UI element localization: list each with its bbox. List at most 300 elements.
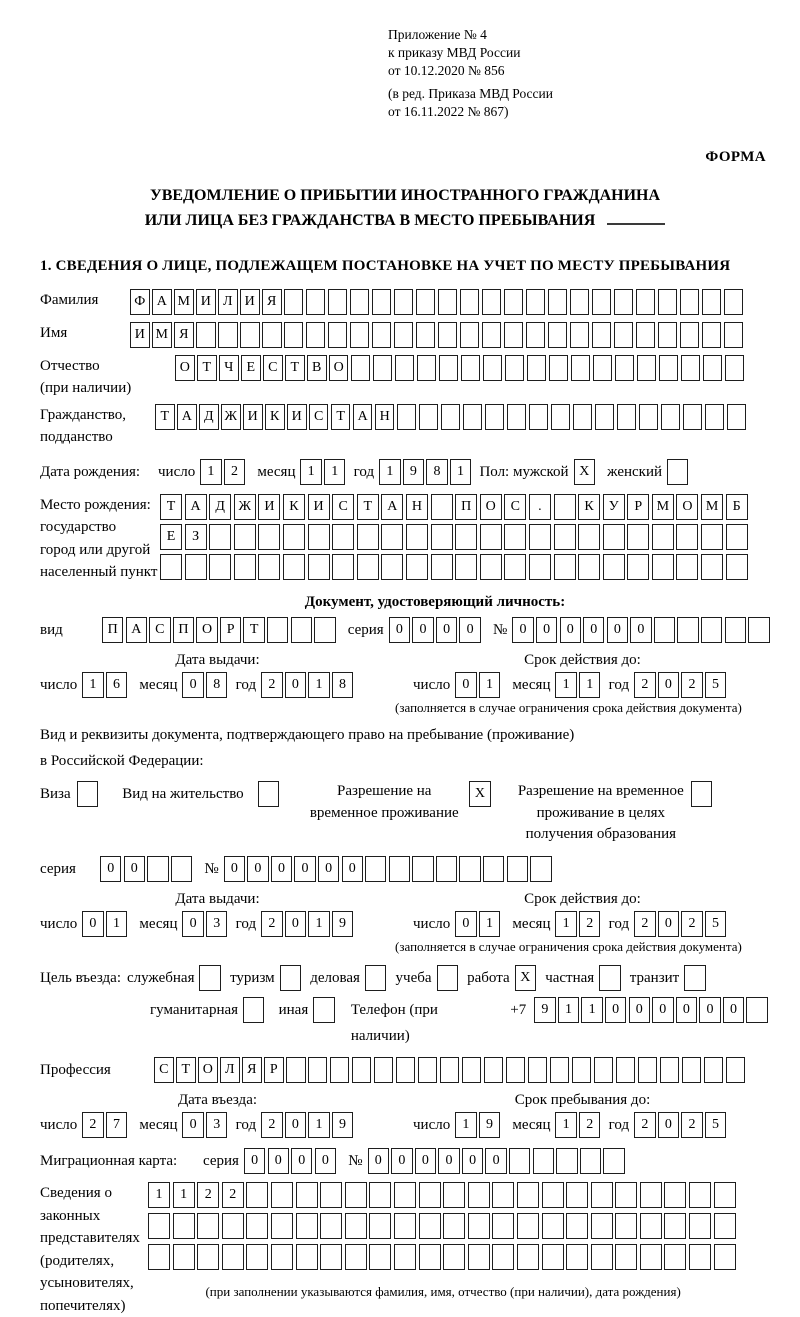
- patronymic-cell[interactable]: Ч: [219, 355, 239, 381]
- legal-reps-cell[interactable]: [197, 1244, 219, 1270]
- surname-cell[interactable]: [284, 289, 304, 315]
- citizenship-cell[interactable]: [705, 404, 725, 430]
- doc-number-cell[interactable]: 0: [536, 617, 557, 643]
- profession-cell[interactable]: [462, 1057, 482, 1083]
- birth-place-cell[interactable]: [578, 524, 600, 550]
- legal-reps-cell[interactable]: [664, 1244, 686, 1270]
- doc-number-cell[interactable]: 0: [560, 617, 581, 643]
- legal-reps-cell[interactable]: [714, 1244, 736, 1270]
- citizenship-cell[interactable]: [595, 404, 615, 430]
- legal-reps-cell[interactable]: [689, 1244, 711, 1270]
- name-cell[interactable]: [570, 322, 590, 348]
- checkbox-official[interactable]: [199, 965, 220, 991]
- legal-reps-cell[interactable]: [591, 1244, 613, 1270]
- surname-cell[interactable]: И: [196, 289, 216, 315]
- citizenship-cell[interactable]: [727, 404, 747, 430]
- surname-cell[interactable]: Л: [218, 289, 238, 315]
- entry-year-cell[interactable]: 0: [285, 1112, 306, 1138]
- migration-series-cell[interactable]: 0: [291, 1148, 312, 1174]
- birth-place-cell[interactable]: [504, 524, 526, 550]
- surname-cell[interactable]: [328, 289, 348, 315]
- doc-number-cell[interactable]: 0: [583, 617, 604, 643]
- stay-issue-year-cell[interactable]: 1: [308, 911, 329, 937]
- birth-place-cell[interactable]: [652, 524, 674, 550]
- profession-cell[interactable]: [660, 1057, 680, 1083]
- patronymic-cell[interactable]: [549, 355, 569, 381]
- legal-reps-cell[interactable]: [542, 1213, 564, 1239]
- surname-cell[interactable]: [504, 289, 524, 315]
- birth-place-cell[interactable]: [554, 554, 576, 580]
- name-cell[interactable]: [262, 322, 282, 348]
- birth-day-cell[interactable]: 1: [200, 459, 221, 485]
- surname-cell[interactable]: [460, 289, 480, 315]
- profession-cell[interactable]: [418, 1057, 438, 1083]
- legal-reps-cell[interactable]: [345, 1213, 367, 1239]
- checkbox-visa[interactable]: [77, 781, 98, 807]
- name-cell[interactable]: [218, 322, 238, 348]
- until-year-cell[interactable]: 5: [705, 1112, 726, 1138]
- birth-place-cell[interactable]: [332, 524, 354, 550]
- legal-reps-cell[interactable]: [615, 1244, 637, 1270]
- birth-place-cell[interactable]: [234, 524, 256, 550]
- surname-cell[interactable]: [350, 289, 370, 315]
- surname-cell[interactable]: [614, 289, 634, 315]
- checkbox-other[interactable]: [313, 997, 334, 1023]
- birth-place-cell[interactable]: [209, 554, 231, 580]
- surname-cell[interactable]: Я: [262, 289, 282, 315]
- legal-reps-cell[interactable]: [640, 1182, 662, 1208]
- name-cell[interactable]: [548, 322, 568, 348]
- migration-number-cell[interactable]: [603, 1148, 624, 1174]
- citizenship-cell[interactable]: [529, 404, 549, 430]
- birth-place-cell[interactable]: Е: [160, 524, 182, 550]
- stay-series-cell[interactable]: [147, 856, 168, 882]
- name-cell[interactable]: [482, 322, 502, 348]
- citizenship-cell[interactable]: [639, 404, 659, 430]
- legal-reps-cell[interactable]: [271, 1244, 293, 1270]
- checkbox-rvp[interactable]: X: [469, 781, 490, 807]
- migration-number-cell[interactable]: [580, 1148, 601, 1174]
- stay-expiry-day-cell[interactable]: 0: [455, 911, 476, 937]
- patronymic-cell[interactable]: [395, 355, 415, 381]
- birth-place-cell[interactable]: [627, 554, 649, 580]
- doc-number-cell[interactable]: [654, 617, 675, 643]
- legal-reps-cell[interactable]: [615, 1213, 637, 1239]
- name-cell[interactable]: [284, 322, 304, 348]
- birth-day-cell[interactable]: 2: [224, 459, 245, 485]
- stay-issue-day-cell[interactable]: 1: [106, 911, 127, 937]
- doc-type-cell[interactable]: [291, 617, 312, 643]
- legal-reps-cell[interactable]: [615, 1182, 637, 1208]
- profession-cell[interactable]: [572, 1057, 592, 1083]
- profession-cell[interactable]: [330, 1057, 350, 1083]
- birth-place-cell[interactable]: [209, 524, 231, 550]
- birth-place-cell[interactable]: [308, 524, 330, 550]
- birth-place-cell[interactable]: [283, 524, 305, 550]
- stay-number-cell[interactable]: 0: [224, 856, 245, 882]
- birth-year-cell[interactable]: 9: [403, 459, 424, 485]
- name-cell[interactable]: [460, 322, 480, 348]
- surname-cell[interactable]: [526, 289, 546, 315]
- name-cell[interactable]: [372, 322, 392, 348]
- birth-place-cell[interactable]: У: [603, 494, 625, 520]
- patronymic-cell[interactable]: Т: [197, 355, 217, 381]
- stay-number-cell[interactable]: 0: [318, 856, 339, 882]
- profession-cell[interactable]: [308, 1057, 328, 1083]
- phone-cell[interactable]: 0: [629, 997, 650, 1023]
- until-month-cell[interactable]: 1: [555, 1112, 576, 1138]
- legal-reps-cell[interactable]: [517, 1244, 539, 1270]
- birth-place-cell[interactable]: Р: [627, 494, 649, 520]
- legal-reps-cell[interactable]: [517, 1182, 539, 1208]
- birth-place-cell[interactable]: [406, 554, 428, 580]
- name-cell[interactable]: [306, 322, 326, 348]
- migration-number-cell[interactable]: 0: [462, 1148, 483, 1174]
- birth-place-cell[interactable]: [554, 494, 576, 520]
- profession-cell[interactable]: Я: [242, 1057, 262, 1083]
- checkbox-transit[interactable]: [684, 965, 705, 991]
- doc-issue-year-cell[interactable]: 2: [261, 672, 282, 698]
- patronymic-cell[interactable]: [659, 355, 679, 381]
- stay-number-cell[interactable]: [412, 856, 433, 882]
- migration-number-cell[interactable]: [556, 1148, 577, 1174]
- citizenship-cell[interactable]: Д: [199, 404, 219, 430]
- patronymic-cell[interactable]: [483, 355, 503, 381]
- citizenship-cell[interactable]: [507, 404, 527, 430]
- birth-place-cell[interactable]: Д: [209, 494, 231, 520]
- profession-cell[interactable]: [396, 1057, 416, 1083]
- name-cell[interactable]: [504, 322, 524, 348]
- stay-expiry-month-cell[interactable]: 2: [579, 911, 600, 937]
- surname-cell[interactable]: Ф: [130, 289, 150, 315]
- profession-cell[interactable]: [726, 1057, 746, 1083]
- entry-month-cell[interactable]: 0: [182, 1112, 203, 1138]
- doc-expiry-year-cell[interactable]: 5: [705, 672, 726, 698]
- profession-cell[interactable]: О: [198, 1057, 218, 1083]
- phone-cell[interactable]: 0: [723, 997, 744, 1023]
- surname-cell[interactable]: [372, 289, 392, 315]
- patronymic-cell[interactable]: [571, 355, 591, 381]
- entry-day-cell[interactable]: 7: [106, 1112, 127, 1138]
- profession-cell[interactable]: [440, 1057, 460, 1083]
- legal-reps-cell[interactable]: [296, 1182, 318, 1208]
- birth-place-cell[interactable]: [701, 524, 723, 550]
- legal-reps-cell[interactable]: [517, 1213, 539, 1239]
- surname-cell[interactable]: [702, 289, 722, 315]
- surname-cell[interactable]: [438, 289, 458, 315]
- birth-place-cell[interactable]: [529, 524, 551, 550]
- birth-month-cell[interactable]: 1: [324, 459, 345, 485]
- migration-number-cell[interactable]: 0: [438, 1148, 459, 1174]
- birth-place-cell[interactable]: А: [381, 494, 403, 520]
- citizenship-cell[interactable]: [551, 404, 571, 430]
- surname-cell[interactable]: А: [152, 289, 172, 315]
- phone-cell[interactable]: 0: [652, 997, 673, 1023]
- name-cell[interactable]: [394, 322, 414, 348]
- birth-place-cell[interactable]: .: [529, 494, 551, 520]
- stay-number-cell[interactable]: [507, 856, 528, 882]
- legal-reps-cell[interactable]: [419, 1244, 441, 1270]
- doc-number-cell[interactable]: [725, 617, 746, 643]
- legal-reps-cell[interactable]: [296, 1213, 318, 1239]
- phone-cell[interactable]: 0: [676, 997, 697, 1023]
- legal-reps-cell[interactable]: [689, 1182, 711, 1208]
- profession-cell[interactable]: С: [154, 1057, 174, 1083]
- entry-year-cell[interactable]: 9: [332, 1112, 353, 1138]
- surname-cell[interactable]: [548, 289, 568, 315]
- stay-number-cell[interactable]: [365, 856, 386, 882]
- profession-cell[interactable]: [484, 1057, 504, 1083]
- doc-series-cell[interactable]: 0: [436, 617, 457, 643]
- birth-year-cell[interactable]: 8: [426, 459, 447, 485]
- stay-expiry-month-cell[interactable]: 1: [555, 911, 576, 937]
- legal-reps-cell[interactable]: [640, 1244, 662, 1270]
- patronymic-cell[interactable]: [417, 355, 437, 381]
- doc-type-cell[interactable]: О: [196, 617, 217, 643]
- doc-expiry-year-cell[interactable]: 2: [681, 672, 702, 698]
- entry-day-cell[interactable]: 2: [82, 1112, 103, 1138]
- migration-number-cell[interactable]: [533, 1148, 554, 1174]
- legal-reps-cell[interactable]: [222, 1213, 244, 1239]
- doc-type-cell[interactable]: С: [149, 617, 170, 643]
- stay-number-cell[interactable]: [530, 856, 551, 882]
- doc-number-cell[interactable]: [677, 617, 698, 643]
- stay-issue-year-cell[interactable]: 9: [332, 911, 353, 937]
- citizenship-cell[interactable]: Т: [155, 404, 175, 430]
- birth-place-cell[interactable]: [160, 554, 182, 580]
- legal-reps-cell[interactable]: [492, 1213, 514, 1239]
- birth-place-cell[interactable]: [283, 554, 305, 580]
- checkbox-female[interactable]: [667, 459, 688, 485]
- birth-year-cell[interactable]: 1: [450, 459, 471, 485]
- legal-reps-cell[interactable]: [369, 1213, 391, 1239]
- checkbox-work[interactable]: X: [515, 965, 536, 991]
- doc-type-cell[interactable]: [314, 617, 335, 643]
- name-cell[interactable]: [680, 322, 700, 348]
- legal-reps-cell[interactable]: [468, 1244, 490, 1270]
- patronymic-cell[interactable]: Т: [285, 355, 305, 381]
- birth-place-cell[interactable]: [431, 524, 453, 550]
- patronymic-cell[interactable]: [593, 355, 613, 381]
- legal-reps-cell[interactable]: [271, 1213, 293, 1239]
- migration-number-cell[interactable]: 0: [415, 1148, 436, 1174]
- profession-cell[interactable]: [528, 1057, 548, 1083]
- stay-expiry-day-cell[interactable]: 1: [479, 911, 500, 937]
- phone-cell[interactable]: 9: [534, 997, 555, 1023]
- patronymic-cell[interactable]: [439, 355, 459, 381]
- birth-place-cell[interactable]: [431, 554, 453, 580]
- birth-place-cell[interactable]: О: [676, 494, 698, 520]
- doc-number-cell[interactable]: [748, 617, 769, 643]
- stay-expiry-year-cell[interactable]: 2: [681, 911, 702, 937]
- entry-year-cell[interactable]: 2: [261, 1112, 282, 1138]
- surname-cell[interactable]: [592, 289, 612, 315]
- birth-place-cell[interactable]: [726, 554, 748, 580]
- birth-place-cell[interactable]: Ж: [234, 494, 256, 520]
- surname-cell[interactable]: [636, 289, 656, 315]
- checkbox-business[interactable]: [365, 965, 386, 991]
- legal-reps-cell[interactable]: 1: [173, 1182, 195, 1208]
- phone-cell[interactable]: 0: [699, 997, 720, 1023]
- profession-cell[interactable]: [682, 1057, 702, 1083]
- birth-place-cell[interactable]: Т: [357, 494, 379, 520]
- doc-expiry-year-cell[interactable]: 2: [634, 672, 655, 698]
- legal-reps-cell[interactable]: [296, 1244, 318, 1270]
- legal-reps-cell[interactable]: [640, 1213, 662, 1239]
- patronymic-cell[interactable]: [615, 355, 635, 381]
- legal-reps-cell[interactable]: [394, 1213, 416, 1239]
- legal-reps-cell[interactable]: [468, 1213, 490, 1239]
- profession-cell[interactable]: [352, 1057, 372, 1083]
- birth-place-cell[interactable]: [357, 524, 379, 550]
- legal-reps-cell[interactable]: [320, 1182, 342, 1208]
- legal-reps-cell[interactable]: [394, 1182, 416, 1208]
- citizenship-cell[interactable]: [463, 404, 483, 430]
- doc-type-cell[interactable]: П: [173, 617, 194, 643]
- patronymic-cell[interactable]: О: [175, 355, 195, 381]
- birth-place-cell[interactable]: [258, 524, 280, 550]
- birth-place-cell[interactable]: [185, 554, 207, 580]
- legal-reps-cell[interactable]: [197, 1213, 219, 1239]
- surname-cell[interactable]: М: [174, 289, 194, 315]
- until-month-cell[interactable]: 2: [579, 1112, 600, 1138]
- legal-reps-cell[interactable]: [320, 1213, 342, 1239]
- birth-place-cell[interactable]: [332, 554, 354, 580]
- legal-reps-cell[interactable]: [566, 1182, 588, 1208]
- legal-reps-cell[interactable]: [394, 1244, 416, 1270]
- legal-reps-cell[interactable]: [492, 1244, 514, 1270]
- legal-reps-cell[interactable]: [468, 1182, 490, 1208]
- birth-place-cell[interactable]: А: [185, 494, 207, 520]
- patronymic-cell[interactable]: С: [263, 355, 283, 381]
- citizenship-cell[interactable]: Ж: [221, 404, 241, 430]
- profession-cell[interactable]: [704, 1057, 724, 1083]
- surname-cell[interactable]: И: [240, 289, 260, 315]
- legal-reps-cell[interactable]: [542, 1182, 564, 1208]
- patronymic-cell[interactable]: [461, 355, 481, 381]
- birth-place-cell[interactable]: [676, 524, 698, 550]
- birth-place-cell[interactable]: С: [332, 494, 354, 520]
- birth-place-cell[interactable]: З: [185, 524, 207, 550]
- birth-place-cell[interactable]: [578, 554, 600, 580]
- citizenship-cell[interactable]: [419, 404, 439, 430]
- birth-place-cell[interactable]: [701, 554, 723, 580]
- birth-place-cell[interactable]: [480, 524, 502, 550]
- profession-cell[interactable]: Л: [220, 1057, 240, 1083]
- birth-place-cell[interactable]: [455, 554, 477, 580]
- legal-reps-cell[interactable]: [492, 1182, 514, 1208]
- citizenship-cell[interactable]: А: [177, 404, 197, 430]
- profession-cell[interactable]: [638, 1057, 658, 1083]
- name-cell[interactable]: Я: [174, 322, 194, 348]
- birth-place-cell[interactable]: [381, 554, 403, 580]
- checkbox-tourism[interactable]: [280, 965, 301, 991]
- surname-cell[interactable]: [724, 289, 744, 315]
- legal-reps-cell[interactable]: [566, 1213, 588, 1239]
- doc-number-cell[interactable]: 0: [630, 617, 651, 643]
- checkbox-rvp-edu[interactable]: [691, 781, 712, 807]
- patronymic-cell[interactable]: В: [307, 355, 327, 381]
- legal-reps-cell[interactable]: [173, 1213, 195, 1239]
- surname-cell[interactable]: [482, 289, 502, 315]
- citizenship-cell[interactable]: Н: [375, 404, 395, 430]
- legal-reps-cell[interactable]: [246, 1182, 268, 1208]
- legal-reps-cell[interactable]: 2: [222, 1182, 244, 1208]
- legal-reps-cell[interactable]: [714, 1182, 736, 1208]
- birth-place-cell[interactable]: [529, 554, 551, 580]
- birth-year-cell[interactable]: 1: [379, 459, 400, 485]
- patronymic-cell[interactable]: [351, 355, 371, 381]
- checkbox-private[interactable]: [599, 965, 620, 991]
- doc-type-cell[interactable]: Т: [243, 617, 264, 643]
- stay-number-cell[interactable]: [483, 856, 504, 882]
- citizenship-cell[interactable]: [485, 404, 505, 430]
- citizenship-cell[interactable]: [397, 404, 417, 430]
- doc-type-cell[interactable]: А: [126, 617, 147, 643]
- birth-place-cell[interactable]: [726, 524, 748, 550]
- birth-place-cell[interactable]: [627, 524, 649, 550]
- birth-place-cell[interactable]: И: [308, 494, 330, 520]
- birth-place-cell[interactable]: [603, 554, 625, 580]
- patronymic-cell[interactable]: [637, 355, 657, 381]
- phone-cell[interactable]: 1: [581, 997, 602, 1023]
- name-cell[interactable]: [328, 322, 348, 348]
- birth-place-cell[interactable]: М: [652, 494, 674, 520]
- patronymic-cell[interactable]: Е: [241, 355, 261, 381]
- citizenship-cell[interactable]: И: [287, 404, 307, 430]
- birth-place-cell[interactable]: [357, 554, 379, 580]
- doc-expiry-month-cell[interactable]: 1: [579, 672, 600, 698]
- patronymic-cell[interactable]: [505, 355, 525, 381]
- doc-expiry-year-cell[interactable]: 0: [658, 672, 679, 698]
- legal-reps-cell[interactable]: [173, 1244, 195, 1270]
- profession-cell[interactable]: [374, 1057, 394, 1083]
- citizenship-cell[interactable]: Т: [331, 404, 351, 430]
- doc-issue-year-cell[interactable]: 1: [308, 672, 329, 698]
- stay-expiry-year-cell[interactable]: 5: [705, 911, 726, 937]
- stay-series-cell[interactable]: [171, 856, 192, 882]
- doc-expiry-month-cell[interactable]: 1: [555, 672, 576, 698]
- legal-reps-cell[interactable]: [664, 1213, 686, 1239]
- doc-issue-year-cell[interactable]: 0: [285, 672, 306, 698]
- migration-number-cell[interactable]: 0: [391, 1148, 412, 1174]
- legal-reps-cell[interactable]: [148, 1244, 170, 1270]
- birth-place-cell[interactable]: [554, 524, 576, 550]
- birth-place-cell[interactable]: [308, 554, 330, 580]
- legal-reps-cell[interactable]: [246, 1213, 268, 1239]
- patronymic-cell[interactable]: [681, 355, 701, 381]
- doc-number-cell[interactable]: 0: [607, 617, 628, 643]
- doc-number-cell[interactable]: [701, 617, 722, 643]
- migration-series-cell[interactable]: 0: [315, 1148, 336, 1174]
- name-cell[interactable]: [592, 322, 612, 348]
- stay-issue-year-cell[interactable]: 2: [261, 911, 282, 937]
- stay-number-cell[interactable]: [436, 856, 457, 882]
- birth-place-cell[interactable]: О: [480, 494, 502, 520]
- migration-number-cell[interactable]: 0: [368, 1148, 389, 1174]
- legal-reps-cell[interactable]: [369, 1244, 391, 1270]
- birth-place-cell[interactable]: [455, 524, 477, 550]
- birth-place-cell[interactable]: П: [455, 494, 477, 520]
- legal-reps-cell[interactable]: [148, 1213, 170, 1239]
- profession-cell[interactable]: [286, 1057, 306, 1083]
- stay-number-cell[interactable]: 0: [247, 856, 268, 882]
- name-cell[interactable]: М: [152, 322, 172, 348]
- birth-place-cell[interactable]: К: [578, 494, 600, 520]
- checkbox-humanitarian[interactable]: [243, 997, 264, 1023]
- checkbox-male[interactable]: X: [574, 459, 595, 485]
- name-cell[interactable]: [614, 322, 634, 348]
